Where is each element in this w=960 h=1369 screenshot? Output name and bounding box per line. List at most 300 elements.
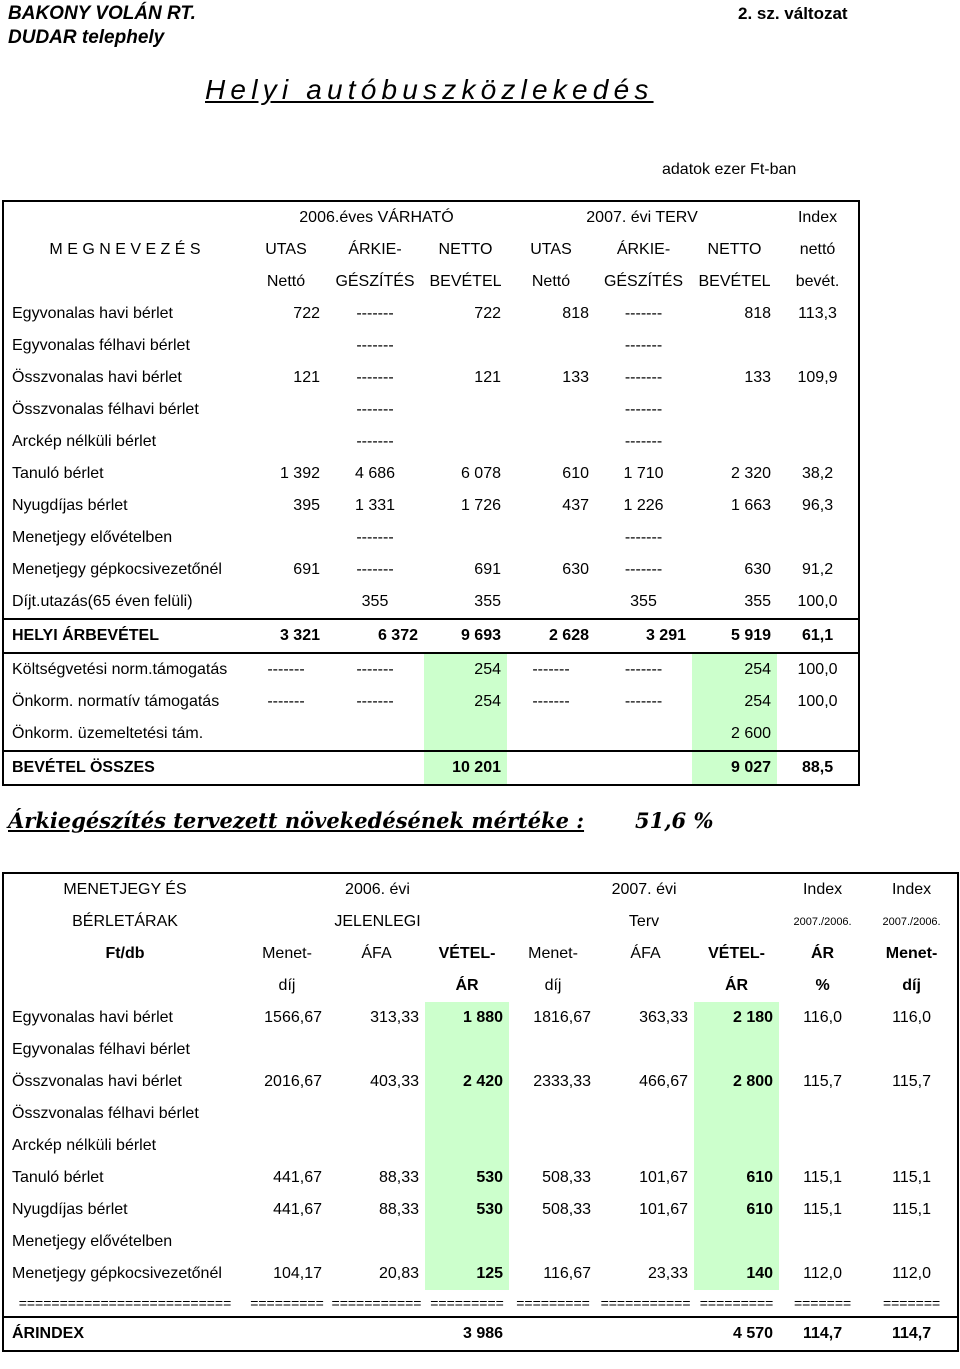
company-line2: DUDAR telephely <box>8 27 165 48</box>
increase-value: 51,6 % <box>635 808 714 833</box>
table1-group-header <box>3 201 859 234</box>
cell: 1 663 <box>730 497 772 514</box>
row-name: Összvonalas félhavi bérlet <box>12 1105 199 1122</box>
cell <box>597 1034 694 1066</box>
cell: 1 226 <box>623 497 664 514</box>
cell: 23,33 <box>647 1265 689 1282</box>
cell <box>779 1130 866 1162</box>
cell: 6 078 <box>460 465 501 482</box>
cell <box>424 718 507 751</box>
cell: 610 <box>694 1194 779 1226</box>
cell: 3 291 <box>645 627 686 644</box>
cell <box>246 522 326 554</box>
cell: ------- <box>356 401 394 418</box>
cell <box>507 751 595 785</box>
col-header: % <box>815 977 830 994</box>
col-header: Menet- <box>528 945 578 962</box>
cell: 100,0 <box>797 693 838 710</box>
cell <box>779 1226 866 1258</box>
row-name: Menetjegy elővételben <box>12 1233 173 1250</box>
col-header: Nettó <box>266 273 306 290</box>
cell: ------- <box>624 369 663 386</box>
table-row <box>3 586 859 619</box>
cell <box>777 718 859 751</box>
col-header: ÁRKIE- <box>616 241 671 258</box>
table1-support <box>3 653 859 751</box>
cell: ------- <box>356 661 394 678</box>
row-name: Menetjegy gépkocsivezetőnél <box>12 561 222 578</box>
cell <box>595 718 692 751</box>
col-header: 2007./2006. <box>793 916 852 928</box>
separator: ======= <box>882 1295 941 1311</box>
col-header: BEVÉTEL <box>429 273 502 290</box>
cell: 313,33 <box>370 1009 419 1026</box>
cell: 254 <box>692 686 777 718</box>
col-header: MENETJEGY ÉS <box>63 881 187 898</box>
col-header: ÁFA <box>361 945 392 962</box>
cell: 530 <box>425 1194 509 1226</box>
cell: 88,5 <box>801 759 834 776</box>
cell <box>507 718 595 751</box>
increase-label: Árkiegészítés tervezett növekedésének mértéke : <box>8 808 585 833</box>
separator: ======= <box>793 1295 852 1311</box>
cell <box>509 1130 597 1162</box>
row-name: Önkorm. normatív támogatás <box>12 693 220 710</box>
cell: 530 <box>425 1162 509 1194</box>
cell: 2 320 <box>730 465 772 482</box>
table-row <box>3 490 859 522</box>
col-header: 2007./2006. <box>882 916 941 928</box>
col-header: Index <box>802 881 843 898</box>
cell: 116,67 <box>543 1265 592 1282</box>
cell: ------- <box>624 433 663 450</box>
cell <box>246 718 326 751</box>
col-header: 2006. évi <box>345 881 410 898</box>
row-name: Egyvonalas havi bérlet <box>12 305 173 322</box>
cell <box>425 1098 509 1130</box>
row-name: Összvonalas havi bérlet <box>12 1073 182 1090</box>
cell: 115,7 <box>892 1073 931 1090</box>
col-header: ÁR <box>724 977 749 994</box>
prices-table <box>2 872 959 1352</box>
col-header: ÁR <box>811 945 835 962</box>
cell <box>777 426 859 458</box>
cell: 818 <box>562 305 589 322</box>
cell <box>692 426 777 458</box>
cell: 115,1 <box>892 1201 931 1218</box>
table-row <box>3 1226 958 1258</box>
table-row-total <box>3 619 859 653</box>
cell: ------- <box>356 305 394 322</box>
cell: 355 <box>630 593 657 610</box>
row-name: ÁRINDEX <box>12 1325 85 1342</box>
cell <box>326 718 424 751</box>
cell: 1816,67 <box>533 1009 592 1026</box>
table-row <box>3 362 859 394</box>
cell: 104,17 <box>273 1265 322 1282</box>
cell: 10 201 <box>424 751 507 785</box>
cell: 114,7 <box>891 1325 932 1342</box>
cell <box>866 1130 958 1162</box>
col-header: GÉSZÍTÉS <box>335 273 415 290</box>
cell: 112,0 <box>892 1265 931 1282</box>
cell <box>866 1098 958 1130</box>
cell: 3 321 <box>279 627 320 644</box>
cell: 395 <box>293 497 320 514</box>
company-line1: BAKONY VOLÁN RT. <box>8 3 196 24</box>
cell: ------- <box>532 693 570 710</box>
cell: ------- <box>624 401 663 418</box>
cell: 38,2 <box>801 465 834 482</box>
separator: =========== <box>600 1295 691 1311</box>
separator-row <box>3 1290 958 1317</box>
cell: 116,0 <box>892 1009 931 1026</box>
cell: 121 <box>293 369 320 386</box>
table-row <box>3 394 859 426</box>
cell: 508,33 <box>542 1201 592 1218</box>
group-2006-header: 2006.éves VÁRHATÓ <box>299 209 454 226</box>
cell: 2 420 <box>425 1066 509 1098</box>
table-row <box>3 1034 958 1066</box>
cell <box>246 330 326 362</box>
cell: 3 986 <box>462 1325 504 1342</box>
cell: 254 <box>424 653 507 686</box>
cell: 610 <box>694 1162 779 1194</box>
cell: 466,67 <box>639 1073 689 1090</box>
cell <box>597 1226 694 1258</box>
table-row <box>3 522 859 554</box>
cell: 254 <box>692 653 777 686</box>
cell: 115,1 <box>803 1169 842 1186</box>
col-header: NETTO <box>438 241 493 258</box>
table-row <box>3 718 859 751</box>
index-header: Index <box>797 209 838 226</box>
cell <box>246 1098 328 1130</box>
cell: 1566,67 <box>264 1009 322 1026</box>
cell: 121 <box>474 369 501 386</box>
cell: 109,9 <box>797 369 838 386</box>
cell <box>692 394 777 426</box>
cell: 2333,33 <box>533 1073 592 1090</box>
cell: 5 919 <box>730 627 772 644</box>
cell: 818 <box>744 305 772 322</box>
table-row <box>3 1098 958 1130</box>
table-row <box>3 298 859 330</box>
cell: ------- <box>356 693 394 710</box>
col-header: nettó <box>799 241 836 258</box>
cell: 691 <box>474 561 501 578</box>
cell: 2016,67 <box>264 1073 322 1090</box>
col-header: NETTO <box>707 241 762 258</box>
table2-header-4 <box>3 970 958 1002</box>
col-header: Menet- <box>262 945 312 962</box>
row-name: HELYI ÁRBEVÉTEL <box>12 627 159 644</box>
cell <box>246 1034 328 1066</box>
cell <box>507 426 595 458</box>
col-header: BÉRLETÁRAK <box>72 913 178 930</box>
cell <box>777 330 859 362</box>
col-header: UTAS <box>265 241 307 258</box>
table1-body <box>3 298 859 619</box>
cell: 722 <box>474 305 501 322</box>
cell: 1 880 <box>425 1002 509 1034</box>
separator: ========================== <box>18 1295 232 1311</box>
cell <box>328 1098 425 1130</box>
cell: 9 027 <box>692 751 777 785</box>
name-header: M E G N E V E Z É S <box>49 241 201 258</box>
table1-col-header-2 <box>3 266 859 298</box>
table-row <box>3 330 859 362</box>
col-header: Index <box>891 881 932 898</box>
cell: ------- <box>624 305 663 322</box>
cell <box>507 330 595 362</box>
cell <box>425 1226 509 1258</box>
cell: 355 <box>744 593 772 610</box>
cell: 61,1 <box>801 627 834 644</box>
cell <box>507 522 595 554</box>
separator: ========= <box>430 1295 504 1311</box>
table-row <box>3 686 859 718</box>
row-name: BEVÉTEL ÖSSZES <box>12 759 155 776</box>
row-name: Egyvonalas félhavi bérlet <box>12 1041 190 1058</box>
cell: 88,33 <box>378 1201 419 1218</box>
cell: 1 726 <box>460 497 501 514</box>
cell <box>424 330 507 362</box>
row-name: Menetjegy gépkocsivezetőnél <box>12 1265 222 1282</box>
cell: 133 <box>744 369 772 386</box>
cell <box>597 1317 694 1351</box>
col-header: díj <box>278 977 296 994</box>
cell: ------- <box>624 661 663 678</box>
cell <box>246 394 326 426</box>
cell: 355 <box>474 593 501 610</box>
table-row <box>3 1130 958 1162</box>
cell <box>424 426 507 458</box>
version-label: 2. sz. változat <box>738 4 848 23</box>
cell <box>595 751 692 785</box>
cell: 2 800 <box>694 1066 779 1098</box>
row-name: Menetjegy elővételben <box>12 529 173 546</box>
col-header: Ft/db <box>105 945 145 962</box>
cell: 112,0 <box>803 1265 842 1282</box>
cell <box>777 522 859 554</box>
table-row <box>3 1162 958 1194</box>
table2-header-1 <box>3 873 958 906</box>
table-row <box>3 1066 958 1098</box>
cell <box>692 330 777 362</box>
cell: 101,67 <box>639 1169 689 1186</box>
cell: 1 392 <box>279 465 320 482</box>
cell: 115,1 <box>803 1201 842 1218</box>
cell <box>779 1034 866 1066</box>
cell: ------- <box>624 529 663 546</box>
cell <box>694 1034 779 1066</box>
table-row <box>3 1194 958 1226</box>
cell: 254 <box>424 686 507 718</box>
col-header: ÁR <box>455 977 479 994</box>
cell <box>779 1098 866 1130</box>
row-name: Összvonalas havi bérlet <box>12 369 182 386</box>
col-header: Nettó <box>531 273 571 290</box>
units-note: adatok ezer Ft-ban <box>662 161 797 178</box>
row-name: Költségvetési norm.támogatás <box>12 661 228 678</box>
table1-col-header-1 <box>3 234 859 266</box>
cell: 4 686 <box>354 465 396 482</box>
cell: 9 693 <box>460 627 501 644</box>
row-name: Önkorm. üzemeltetési tám. <box>12 725 204 742</box>
cell: ------- <box>356 369 394 386</box>
cell: 6 372 <box>377 627 418 644</box>
cell: 101,67 <box>639 1201 689 1218</box>
table-row <box>3 426 859 458</box>
cell: 1 710 <box>623 465 664 482</box>
row-name: Arckép nélküli bérlet <box>12 433 157 450</box>
cell <box>425 1130 509 1162</box>
cell: 4 570 <box>733 1325 774 1342</box>
cell: 125 <box>425 1258 509 1290</box>
row-name: Díjt.utazás(65 éven felüli) <box>12 593 193 610</box>
cell: 91,2 <box>801 561 834 578</box>
cell <box>692 522 777 554</box>
table-row <box>3 458 859 490</box>
separator: ========= <box>516 1295 590 1311</box>
cell <box>424 522 507 554</box>
cell <box>424 394 507 426</box>
cell <box>328 1317 425 1351</box>
table2-body <box>3 1002 958 1290</box>
cell: 508,33 <box>542 1169 592 1186</box>
cell: ------- <box>267 661 305 678</box>
cell: 113,3 <box>798 305 837 322</box>
cell <box>328 1130 425 1162</box>
increase-note <box>8 808 714 833</box>
col-header: 2007. évi <box>611 881 677 898</box>
cell <box>507 586 595 619</box>
col-header: ÁFA <box>630 945 661 962</box>
cell <box>326 751 424 785</box>
cell <box>866 1034 958 1066</box>
cell: 441,67 <box>273 1201 322 1218</box>
cell <box>246 586 326 619</box>
cell <box>246 751 326 785</box>
company-name <box>8 2 196 50</box>
cell: 355 <box>361 593 389 610</box>
cell <box>694 1226 779 1258</box>
row-name: Tanuló bérlet <box>12 465 104 482</box>
cell: 100,0 <box>797 593 838 610</box>
row-name: Nyugdíjas bérlet <box>12 497 128 514</box>
cell: ------- <box>532 661 570 678</box>
cell: 630 <box>744 561 772 578</box>
cell <box>509 1034 597 1066</box>
cell: 116,0 <box>803 1009 842 1026</box>
cell: 2 628 <box>548 627 589 644</box>
col-header: bevét. <box>795 273 840 290</box>
group-2007-header: 2007. évi TERV <box>586 209 698 226</box>
cell: 114,7 <box>802 1325 843 1342</box>
cell: 441,67 <box>273 1169 322 1186</box>
table-row <box>3 554 859 586</box>
table-row-grand-total <box>3 751 859 785</box>
cell <box>597 1098 694 1130</box>
cell <box>509 1226 597 1258</box>
cell: 20,83 <box>378 1265 419 1282</box>
cell: ------- <box>624 561 663 578</box>
separator: =========== <box>331 1295 422 1311</box>
table-row-arindex <box>3 1317 958 1351</box>
table-row <box>3 1002 958 1034</box>
row-name: Egyvonalas havi bérlet <box>12 1009 173 1026</box>
cell: ------- <box>267 693 305 710</box>
col-header: díj <box>544 977 562 994</box>
cell: ------- <box>624 693 663 710</box>
col-header: BEVÉTEL <box>698 273 771 290</box>
cell: ------- <box>356 337 394 354</box>
cell: ------- <box>356 529 394 546</box>
col-header: UTAS <box>530 241 572 258</box>
table-row <box>3 1258 958 1290</box>
col-header: VÉTEL- <box>438 945 496 962</box>
cell: 140 <box>694 1258 779 1290</box>
row-name: Összvonalas félhavi bérlet <box>12 401 199 418</box>
cell: 403,33 <box>370 1073 419 1090</box>
cell: 115,7 <box>803 1073 842 1090</box>
cell: 133 <box>562 369 589 386</box>
cell: 96,3 <box>801 497 834 514</box>
cell <box>777 394 859 426</box>
cell <box>694 1098 779 1130</box>
cell <box>328 1226 425 1258</box>
col-header: Menet- <box>885 945 938 962</box>
cell <box>246 426 326 458</box>
cell <box>425 1034 509 1066</box>
table2-header-2 <box>3 906 958 938</box>
cell: 100,0 <box>797 661 838 678</box>
cell: 630 <box>562 561 589 578</box>
cell <box>328 1034 425 1066</box>
row-name: Arckép nélküli bérlet <box>12 1137 157 1154</box>
cell <box>509 1317 597 1351</box>
cell <box>694 1130 779 1162</box>
cell <box>597 1130 694 1162</box>
row-name: Nyugdíjas bérlet <box>12 1201 128 1218</box>
page-title: Helyi autóbuszközlekedés <box>205 74 654 105</box>
cell: 363,33 <box>639 1009 689 1026</box>
col-header: díj <box>902 977 921 994</box>
col-header: ÁRKIE- <box>348 241 402 258</box>
cell: 691 <box>293 561 320 578</box>
col-header: GÉSZÍTÉS <box>603 273 684 290</box>
table2-header-3 <box>3 938 958 970</box>
cell <box>246 1130 328 1162</box>
cell: ------- <box>624 337 663 354</box>
cell: 2 600 <box>692 718 777 751</box>
cell: 722 <box>293 305 320 322</box>
separator: ========= <box>250 1295 324 1311</box>
cell <box>509 1098 597 1130</box>
col-header: JELENLEGI <box>334 913 421 930</box>
cell: 88,33 <box>378 1169 419 1186</box>
cell: 1 331 <box>354 497 396 514</box>
cell <box>507 394 595 426</box>
row-name: Egyvonalas félhavi bérlet <box>12 337 190 354</box>
separator: ========= <box>699 1295 774 1311</box>
cell: ------- <box>356 561 394 578</box>
cell <box>246 1226 328 1258</box>
cell <box>246 1317 328 1351</box>
cell: 2 180 <box>694 1002 779 1034</box>
cell: ------- <box>356 433 394 450</box>
